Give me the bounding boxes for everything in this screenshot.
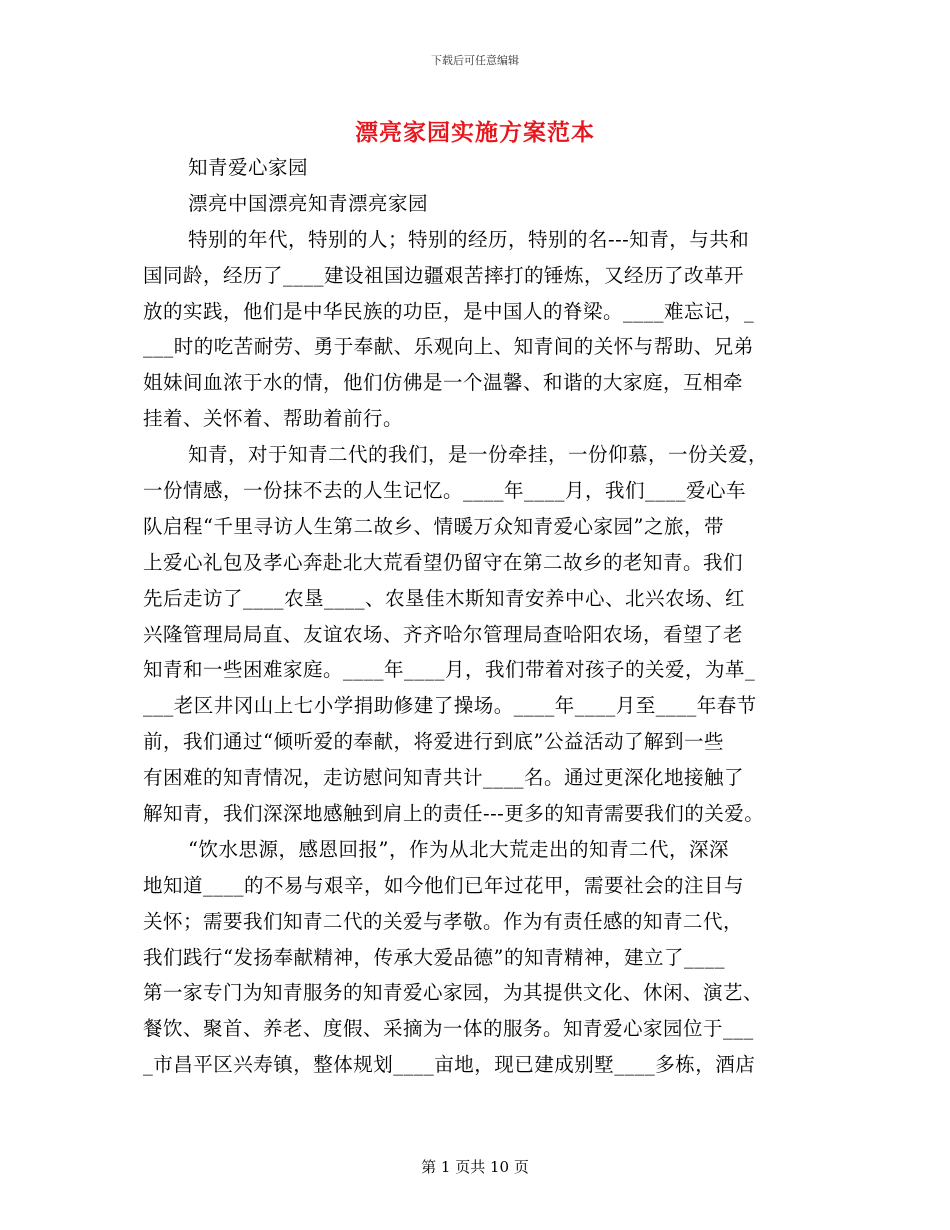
text-line: 上爱心礼包及孝心奔赴北大荒看望仍留守在第二故乡的老知青。我们	[143, 550, 744, 574]
text-line: 有困难的知青情况，走访慰问知青共计____名。通过更深化地接触了	[143, 766, 745, 790]
text-line: 关怀；需要我们知青二代的关爱与孝敬。作为有责任感的知青二代，	[143, 909, 744, 933]
text-line: ___时的吃苦耐劳、勇于奉献、乐观向上、知青间的关怀与帮助、兄弟	[143, 335, 754, 359]
text-line: 知青，对于知青二代的我们，是一份牵挂，一份仰慕，一份关爱，	[188, 443, 769, 467]
text-line: 兴隆管理局局直、友谊农场、齐齐哈尔管理局查哈阳农场，看望了老	[143, 622, 744, 646]
text-line: 我们践行“发扬奉献精神，传承大爱品德”的知青精神，建立了____	[143, 945, 725, 969]
text-line: ___老区井冈山上七小学捐助修建了操场。____年____月至____年春节	[143, 694, 757, 718]
text-line: _市昌平区兴寿镇，整体规划____亩地，现已建成别墅____多栋，酒店	[143, 1053, 756, 1077]
text-line: 先后走访了____农垦____、农垦佳木斯知青安养中心、北兴农场、红	[143, 586, 746, 610]
text-line: 一份情感，一份抹不去的人生记忆。____年____月，我们____爱心车	[143, 479, 747, 503]
text-line: 知青爱心家园	[188, 156, 309, 179]
text-line: 队启程“千里寻访人生第二故乡、情暖万众知青爱心家园”之旅，带	[143, 514, 724, 538]
text-line: 姐妹间血浓于水的情，他们仿佛是一个温馨、和谐的大家庭，互相牵	[143, 371, 744, 395]
text-line: 餐饮、聚首、养老、度假、采摘为一体的服务。知青爱心家园位于___	[143, 1017, 754, 1041]
text-line: 解知青，我们深深地感触到肩上的责任---更多的知青需要我们的关爱。	[143, 802, 765, 826]
text-line: 国同龄，经历了____建设祖国边疆艰苦摔打的锤炼，又经历了改革开	[143, 263, 745, 287]
text-line: 地知道____的不易与艰辛，如今他们已年过花甲，需要社会的注目与	[143, 873, 745, 897]
text-line: 放的实践，他们是中华民族的功臣，是中国人的脊梁。____难忘记，_	[143, 299, 755, 323]
text-line: 第一家专门为知青服务的知青爱心家园，为其提供文化、休闲、演艺、	[143, 981, 764, 1005]
document-body	[143, 150, 808, 1083]
text-line: 挂着、关怀着、帮助着前行。	[143, 407, 404, 431]
text-line: 前，我们通过“倾听爱的奉献，将爱进行到底”公益活动了解到一些	[143, 730, 724, 754]
page-header-note: 下载后可任意编辑	[431, 54, 519, 67]
text-line: 漂亮中国漂亮知青漂亮家园	[188, 191, 429, 215]
page-footer: 第 1 页共 10 页	[421, 1158, 529, 1176]
document-title: 漂亮家园实施方案范本	[355, 119, 595, 146]
text-line: 知青和一些困难家庭。____年____月，我们带着对孩子的关爱，为革_	[143, 658, 756, 682]
text-line: 特别的年代，特别的人；特别的经历，特别的名---知青，与共和	[188, 227, 750, 251]
text-line: “饮水思源，感恩回报”，作为从北大荒走出的知青二代，深深	[188, 837, 729, 861]
